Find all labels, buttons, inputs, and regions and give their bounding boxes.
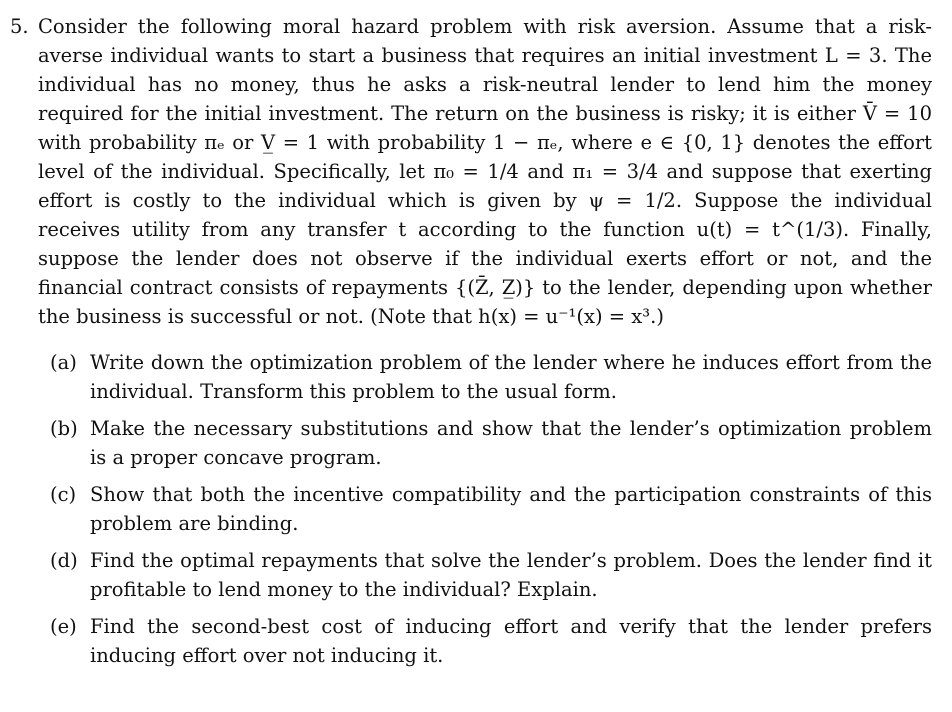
part-text: Write down the optimization problem of the lender where he induces effort from the individual. Transform this problem to the usual form. <box>90 351 932 403</box>
part-text: Find the optimal repayments that solve the lender’s problem. Does the lender find it profitable to lend money to the individual? Explain. <box>90 549 932 601</box>
problem-statement <box>10 12 932 331</box>
part-label: (e) <box>50 615 77 638</box>
part-label: (d) <box>50 549 78 572</box>
part-c <box>50 480 932 538</box>
part-label: (c) <box>50 483 77 506</box>
part-e <box>50 612 932 670</box>
part-d <box>50 546 932 604</box>
problem-number: 5. <box>10 15 29 38</box>
part-text: Make the necessary substitutions and show that the lender’s optimization problem is a proper concave program. <box>90 417 932 469</box>
part-a <box>50 348 932 406</box>
part-text: Find the second-best cost of inducing effort and verify that the lender prefers inducing effort over not inducing it. <box>90 615 932 667</box>
problem-text: Consider the following moral hazard problem with risk aversion. Assume that a risk-averse individual wants to start a business that requires an initial investment L = 3. The individual has no money, thus he asks a risk-neutral lender to lend him the money required for the initial investment. The return on the business is risky; it is either V̄ = 10 with probability πₑ or V̲ = 1 with probability 1 − πₑ, where e ∈ {0, 1} denotes the effort level of the individual. Specifically, let π₀ = 1/4 and π₁ = 3/4 and suppose that exerting effort is costly to the individual which is given by ψ = 1/2. Suppose the individual receives utility from any transfer t according to the function u(t) = t^(1/3). Finally, suppose the lender does not observe if the individual exerts effort or not, and the financial contract consists of repayments {(Z̄, Z̲)} to the lender, depending upon whether the business is successful or not. (Note that h(x) = u⁻¹(x) = x³.) <box>38 15 932 328</box>
part-label: (b) <box>50 417 78 440</box>
part-label: (a) <box>50 351 77 374</box>
problem-parts <box>50 348 932 678</box>
part-text: Show that both the incentive compatibility and the participation constraints of this problem are binding. <box>90 483 932 535</box>
part-b <box>50 414 932 472</box>
